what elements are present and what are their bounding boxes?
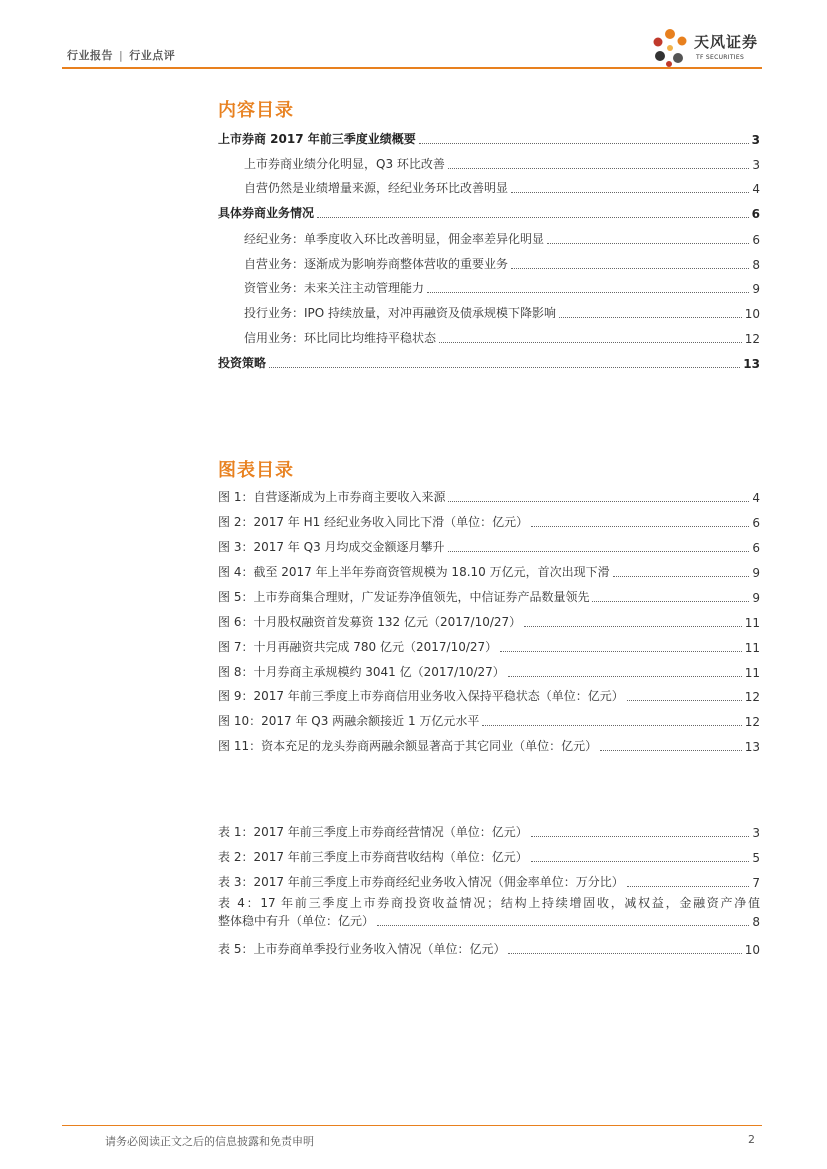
figure-list-entry-text: 图 6：十月股权融资首发募资 132 亿元（2017/10/27）	[218, 615, 522, 629]
dot-leader	[317, 216, 749, 218]
dot-leader	[508, 675, 742, 677]
toc-subsection-entry[interactable]	[244, 252, 760, 272]
toc-subsection-entry[interactable]	[244, 276, 760, 296]
figure-list-entry[interactable]	[218, 535, 760, 555]
dot-leader	[524, 625, 742, 627]
table-list-entry-page: 7	[752, 876, 760, 890]
dot-leader	[427, 291, 749, 293]
dot-leader	[448, 500, 749, 502]
dot-leader	[531, 525, 749, 527]
header-divider	[62, 67, 762, 69]
dot-leader	[559, 316, 742, 318]
table-list-entry-text: 表 3：2017 年前三季度上市券商经纪业务收入情况（佣金率单位：万分比）	[218, 875, 624, 889]
table-list-entry[interactable]	[218, 845, 760, 865]
table-list-entry-text: 表 2：2017 年前三季度上市券商营收结构（单位：亿元）	[218, 850, 528, 864]
report-category	[67, 47, 175, 63]
figure-list-entry-text: 图 2：2017 年 H1 经纪业务收入同比下滑（单位：亿元）	[218, 515, 529, 529]
dot-leader	[627, 699, 742, 701]
toc-subsection-entry-page: 9	[752, 282, 760, 296]
figure-list-entry[interactable]	[218, 734, 760, 754]
table-list-entry-text-line1: 表 4：17 年前三季度上市券商投资收益情况；结构上持续增固收，减权益，金融资产净值	[218, 896, 760, 910]
dot-leader	[613, 575, 750, 577]
flower-logo-icon	[650, 26, 694, 70]
contents-title: 内容目录	[218, 100, 294, 121]
toc-subsection-entry[interactable]	[244, 227, 760, 247]
toc-section-entry-page: 3	[751, 133, 760, 147]
figure-list-entry-text: 图 8：十月券商主承规模约 3041 亿（2017/10/27）	[218, 665, 505, 679]
dot-leader	[508, 952, 741, 954]
figure-list-entry-page: 12	[744, 715, 760, 729]
figure-list-entry-page: 9	[752, 591, 760, 605]
toc-subsection-entry[interactable]	[244, 152, 760, 172]
figure-list-entry-text: 图 3：2017 年 Q3 月均成交金额逐月攀升	[218, 540, 445, 554]
figure-list-entry[interactable]	[218, 660, 760, 680]
dot-leader	[511, 267, 749, 269]
toc-section-entry-page: 6	[751, 207, 760, 221]
figure-list-entry-page: 6	[752, 541, 760, 555]
toc-subsection-entry[interactable]	[244, 326, 760, 346]
table-list-entry[interactable]	[218, 820, 760, 840]
dot-leader	[448, 167, 749, 169]
figure-list-entry-text: 图 4：截至 2017 年上半年券商资管规模为 18.10 万亿元，首次出现下滑	[218, 565, 610, 579]
figure-list-entry[interactable]	[218, 635, 760, 655]
figure-list-entry[interactable]	[218, 610, 760, 630]
figures-title: 图表目录	[218, 460, 294, 481]
figure-list-entry-page: 6	[752, 516, 760, 530]
dot-leader	[269, 366, 740, 368]
toc-section-entry[interactable]	[218, 127, 760, 147]
figure-list-entry-page: 11	[744, 616, 760, 630]
toc-subsection-entry-text: 信用业务：环比同比均维持平稳状态	[244, 331, 437, 345]
dot-leader	[419, 142, 749, 144]
figure-list-entry[interactable]	[218, 684, 760, 704]
figure-list-entry-text: 图 5：上市券商集合理财，广发证券净值领先，中信证券产品数量领先	[218, 590, 590, 604]
brand-subtitle: TF SECURITIES	[696, 54, 745, 61]
dot-leader	[592, 600, 749, 602]
table-list-entry-text: 表 5：上市券商单季投行业务收入情况（单位：亿元）	[218, 942, 506, 956]
figure-list-entry-page: 11	[744, 641, 760, 655]
figure-list-entry-page: 4	[752, 491, 760, 505]
dot-leader	[439, 341, 742, 343]
toc-subsection-entry-text: 经纪业务：单季度收入环比改善明显，佣金率差异化明显	[244, 232, 545, 246]
figure-list-entry-text: 图 7：十月再融资共完成 780 亿元（2017/10/27）	[218, 640, 498, 654]
dot-leader	[531, 835, 750, 837]
figure-list-entry-text: 图 10：2017 年 Q3 两融余额接近 1 万亿元水平	[218, 714, 480, 728]
page-number: 2	[748, 1133, 755, 1146]
dot-leader	[600, 749, 742, 751]
footer-divider	[62, 1125, 762, 1126]
brand-name: 天风证券	[694, 33, 759, 51]
toc-section-entry-text: 投资策略	[218, 356, 267, 370]
figure-list-entry-text: 图 11：资本充足的龙头券商两融余额显著高于其它同业（单位：亿元）	[218, 739, 598, 753]
figure-list-entry[interactable]	[218, 485, 760, 505]
toc-section-entry-page: 13	[743, 357, 760, 371]
toc-subsection-entry-page: 6	[752, 233, 760, 247]
dot-leader	[500, 650, 742, 652]
dot-leader	[531, 860, 750, 862]
figure-list-entry[interactable]	[218, 510, 760, 530]
table-list-entry-page: 10	[744, 943, 760, 957]
toc-subsection-entry-text: 投行业务：IPO 持续放量，对冲再融资及债承规模下降影响	[244, 306, 557, 320]
figure-list-entry-text: 图 1：自营逐渐成为上市券商主要收入来源	[218, 490, 446, 504]
toc-subsection-entry-page: 10	[744, 307, 760, 321]
table-list-entry-page: 5	[752, 851, 760, 865]
toc-section-entry-text: 上市券商 2017 年前三季度业绩概要	[218, 132, 416, 146]
dot-leader	[448, 550, 750, 552]
figure-list-entry-page: 11	[744, 666, 760, 680]
table-list-entry[interactable]	[218, 895, 760, 929]
brand-logo	[650, 26, 770, 70]
toc-subsection-entry-page: 4	[752, 182, 760, 196]
dot-leader	[547, 242, 749, 244]
toc-section-entry[interactable]	[218, 351, 760, 371]
table-list-entry-page: 8	[752, 915, 760, 929]
footer-disclaimer: 请务必阅读正文之后的信息披露和免责申明	[105, 1135, 314, 1148]
figure-list-entry[interactable]	[218, 709, 760, 729]
toc-subsection-entry-text: 上市券商业绩分化明显，Q3 环比改善	[244, 157, 445, 171]
figure-list-entry-page: 12	[744, 690, 760, 704]
figure-list-entry-page: 9	[752, 566, 760, 580]
toc-subsection-entry-page: 12	[744, 332, 760, 346]
table-list-entry-text: 表 1：2017 年前三季度上市券商经营情况（单位：亿元）	[218, 825, 528, 839]
figure-list-entry-text: 图 9：2017 年前三季度上市券商信用业务收入保持平稳状态（单位：亿元）	[218, 689, 624, 703]
dot-leader	[377, 924, 749, 926]
table-list-entry[interactable]	[218, 870, 760, 890]
dot-leader	[627, 885, 750, 887]
header-subcategory: 行业点评	[129, 49, 176, 62]
toc-subsection-entry-text: 自营业务：逐渐成为影响券商整体营收的重要业务	[244, 257, 509, 271]
toc-subsection-entry-text: 资管业务：未来关注主动管理能力	[244, 281, 425, 295]
toc-subsection-entry-page: 8	[752, 258, 760, 272]
dot-leader	[511, 191, 749, 193]
toc-subsection-entry-text: 自营仍然是业绩增量来源，经纪业务环比改善明显	[244, 181, 509, 195]
toc-subsection-entry[interactable]	[244, 176, 760, 196]
toc-subsection-entry-page: 3	[752, 158, 760, 172]
table-list-entry-page: 3	[752, 826, 760, 840]
header-category: 行业报告	[67, 49, 113, 62]
figure-list-entry[interactable]	[218, 560, 760, 580]
table-list-entry-text-line2: 整体稳中有升（单位：亿元）	[218, 914, 375, 928]
toc-subsection-entry[interactable]	[244, 301, 760, 321]
table-list-entry[interactable]	[218, 937, 760, 957]
figure-list-entry[interactable]	[218, 585, 760, 605]
toc-section-entry-text: 具体券商业务情况	[218, 206, 315, 220]
toc-section-entry[interactable]	[218, 201, 760, 221]
figure-list-entry-page: 13	[744, 740, 760, 754]
header-separator: |	[119, 49, 124, 62]
dot-leader	[482, 724, 741, 726]
